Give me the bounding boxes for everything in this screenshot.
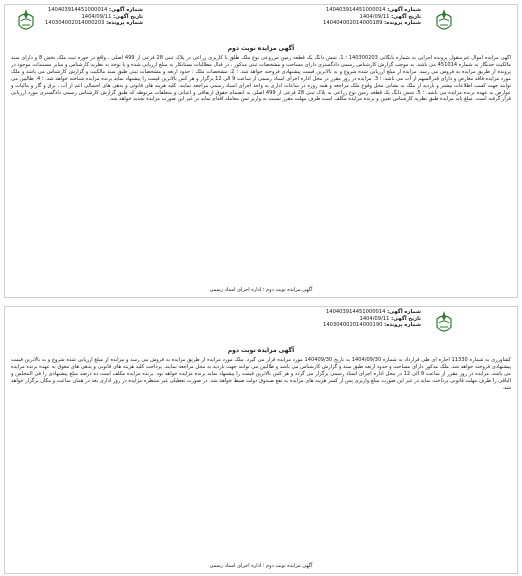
notice-meta-right <box>323 309 421 329</box>
notice-number: 140403914451000014 <box>47 7 108 13</box>
meta-label: شماره پرونده: <box>384 20 421 27</box>
meta-label: شماره پرونده: <box>106 20 143 27</box>
meta-label: شماره آگهی: <box>387 7 421 13</box>
meta-label: شماره پرونده: <box>384 322 421 329</box>
judiciary-emblem-icon <box>433 7 455 35</box>
case-number: 140404002014000189 <box>323 20 383 27</box>
notice-meta-left <box>45 7 143 27</box>
notice-date: 1404/09/11 <box>359 13 390 20</box>
meta-label: شماره آگهی: <box>387 309 421 315</box>
notice-title: آگهی مزایده نوبت دوم <box>227 45 295 52</box>
meta-label: تاریخ آگهی: <box>113 13 143 20</box>
case-number: 140304002014000203 <box>45 20 105 27</box>
notice-footer: آگهی مزایده نوبت دوم ؛ اداره اجرای اسناد رسمی <box>209 287 313 293</box>
meta-label: شماره آگهی: <box>109 7 143 13</box>
notice-date: 1404/09/11 <box>81 13 112 20</box>
case-number: 140304002014000190 <box>323 322 383 329</box>
notice-number: 140403914451000014 <box>325 7 386 13</box>
notice-date: 1404/09/11 <box>359 315 390 322</box>
judiciary-emblem-icon <box>15 7 37 35</box>
notice-body: کشاورزی به شماره 11330 اجاره ای طی قرارداد به شماره 1404/09/30 به تاریخ 140409/30 مورد مزایده قرار می گیرد. ملک مورد مزایده از طریق مزایده به فروش می رسد و مزایده از مبلغ ارزیابی شده شروع و به بالاترین قیمت پیشنهادی فروخته خواهد شد. ملک مذکور دارای مساحت و حدود اربعه طبق سند و گزارش کارشناس می باشد و طالبین می توانند جهت بازدید به محل مراجعه نمایند. پرداخت کلیه هزینه های قانونی و بدهی های معوق به عهده برنده مزایده می باشد. مزایده در روز مقرر از ساعت 9 الی 12 در محل اداره اجرای اسناد رسمی برگزار می گردد و هر کس بالاترین قیمت را پیشنهاد نماید برنده مزایده خواهد بود. برنده مزایده مکلف است ده درصد مبلغ پیشنهادی را فی المجلس و الباقی را ظرف مهلت قانونی پرداخت نماید در غیر این صورت مبلغ واریزی پس از کسر هزینه های مزایده به نفع صندوق دولت ضبط خواهد شد. در صورت تعطیلی غیر منتظره مزایده در روز اداری بعد در همان ساعت و مکان برگزار خواهد شد. <box>11 357 511 391</box>
judiciary-emblem-icon <box>433 309 455 337</box>
auction-notice-1 <box>4 4 518 298</box>
auction-notice-2 <box>4 306 518 574</box>
notice-footer: آگهی مزایده نوبت دوم ؛ اداره اجرای اسناد رسمی <box>209 563 313 569</box>
notice-body: آگهی مزایده اموال غیرمنقول پرونده اجرایی به شماره بایگانی 140300203 ؛ 1. شش دانگ یک قطعه زمین مزروعی نوع ملک طلق با کاربری زراعی در پلاک ثبتی 28 فرعی از 499 اصلی ، واقع در حوزه ثبت ملک بخش 8 و دارای سند مالکیت حدنگار به شماره 451014 می باشد. به موجب گزارش کارشناس رسمی دادگستری دارای مساحت و مشخصات ثبتی مذکور ، در قبال مطالبات بستانکار به مبلغ ارزیابی شده و با توجه به نظریه کارشناس و سایر مستندات موجود در پرونده از طریق مزایده به فروش می رسد. مزایده از مبلغ ارزیابی شده شروع و به بالاترین قیمت پیشنهادی فروخته خواهد شد. ؛ 2. مشخصات ملک : حدود اربعه و مشخصات ثبتی طبق سند مالکیت و گزارش کارشناس می باشد و ملک مورد مزایده فاقد معارض و دارای قدرالسهم از آب می باشد. ؛ 3. مزایده در روز مقرر در محل اداره اجرای اسناد رسمی از ساعت 9 الی 12 برگزار و هر کس بالاترین قیمت را پیشنهاد نماید برنده مزایده شناخته خواهد شد. ؛ 4. طالبین می توانند جهت کسب اطلاعات بیشتر و بازدید از ملک به نشانی محل وقوع ملک مراجعه و همه روزه در ساعات اداری به واحد اجرای اسناد رسمی مراجعه نمایند. کلیه هزینه های قانونی و بدهی های احتمالی اعم از آب ، برق و گاز و مالیات و عوارض به عهده برنده مزایده می باشد. ؛ 5. شش دانگ یک قطعه زمین نوع زراعی به پلاک ثبتی 28 فرعی از 499 اصلی به انضمام حقوق ارتفاقی و اعیانی و متعلقات مربوطه که طبق گزارش کارشناس رسمی دادگستری مورد ارزیابی قرار گرفته است. مبلغ پایه مزایده طبق نظریه کارشناس تعیین و برنده مزایده مکلف است ظرف مهلت مقرر نسبت به واریز ثمن معامله اقدام نماید در غیر این صورت مزایده تجدید خواهد شد. <box>11 55 511 103</box>
meta-label: تاریخ آگهی: <box>391 13 421 20</box>
notice-number: 140403914451000014 <box>325 309 386 315</box>
meta-label: تاریخ آگهی: <box>391 315 421 322</box>
notice-meta-right <box>323 7 421 27</box>
notice-header <box>5 5 517 39</box>
notice-header <box>5 307 517 341</box>
notice-title: آگهی مزایده نوبت دوم <box>227 347 295 354</box>
